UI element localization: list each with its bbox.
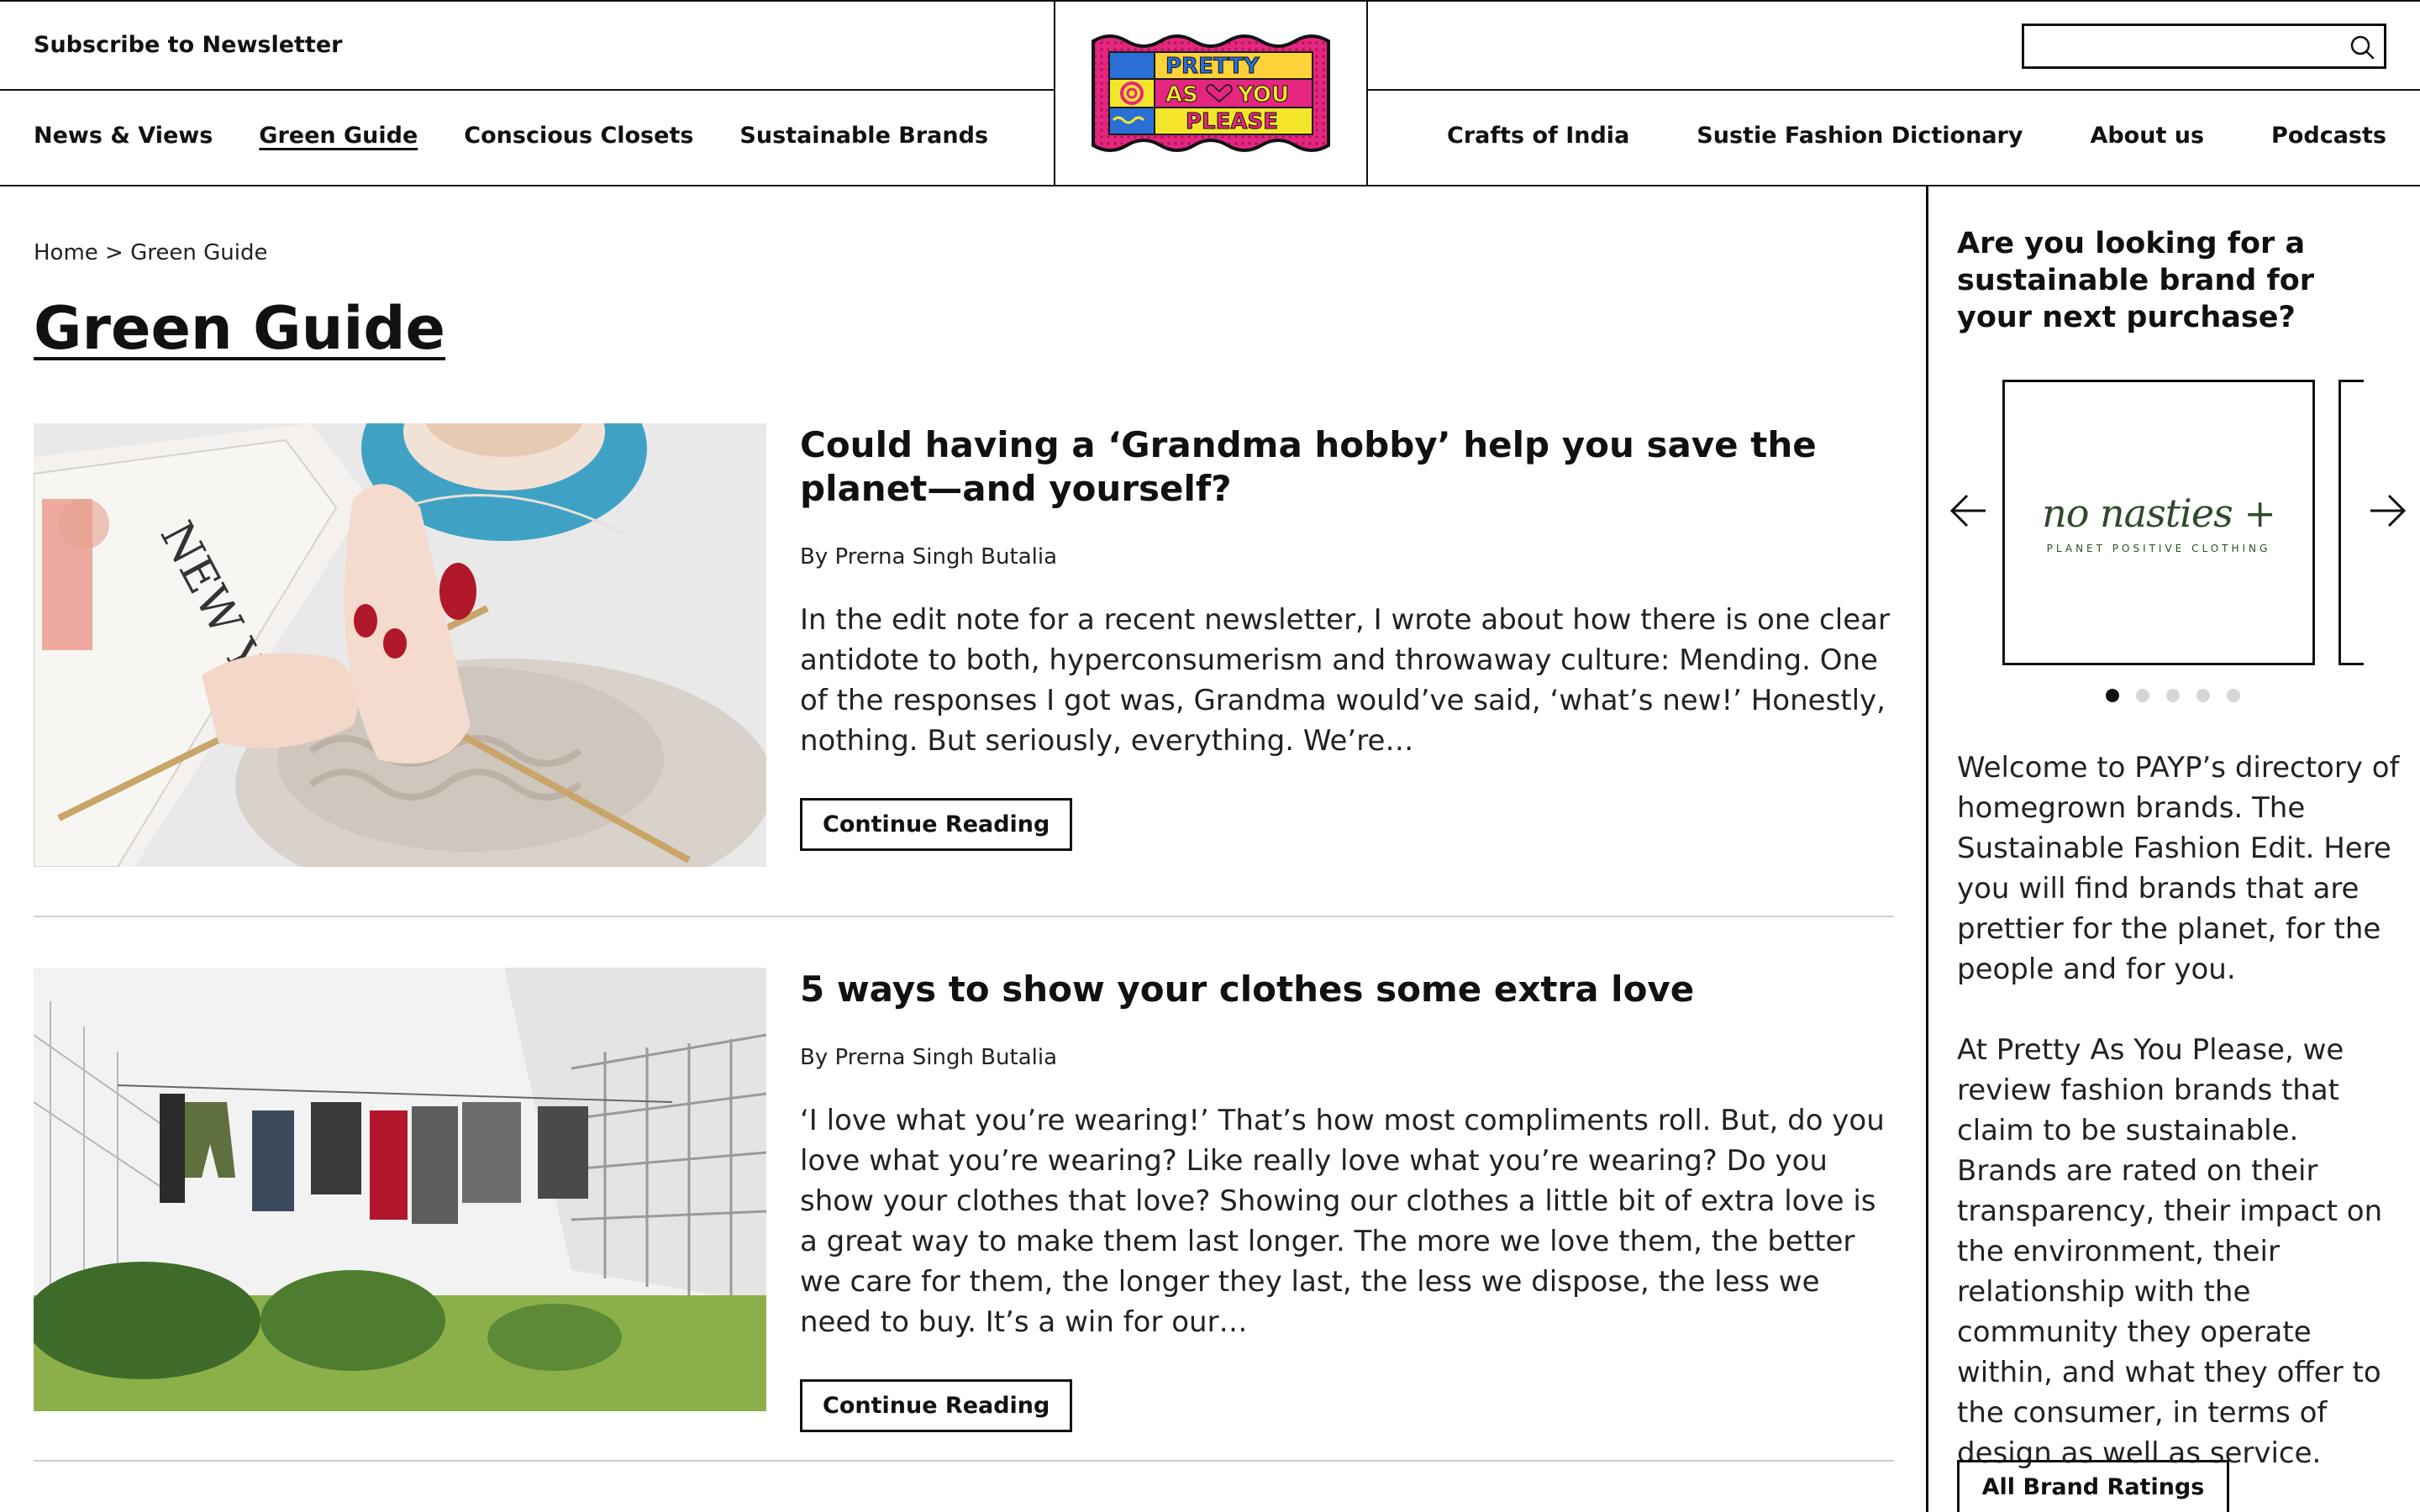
article-card [34,423,1894,867]
arrow-right-icon[interactable] [2365,489,2409,533]
carousel-dot-3[interactable] [2166,689,2180,702]
search-icon[interactable] [2349,34,2375,60]
nav-item-news-views[interactable]: News & Views [34,123,213,149]
svg-text:PLEASE: PLEASE [1186,109,1278,134]
article-excerpt: In the edit note for a recent newsletter, I wrote about how there is one clear antidote to both, hyperconsumerism and throwaway culture: Mending. One of the responses I got was, Grandma would’ve said, ‘what’s new!’ Honestly, nothing. But seriously, everything. We’re… [800,603,1890,758]
carousel-dot-4[interactable] [2196,689,2210,702]
article-title[interactable]: 5 ways to show your clothes some extra love [800,969,1695,1010]
brand-card-next-peek [2338,380,2364,665]
clothesline-image [34,968,766,1411]
sidebar-heading: Are you looking for a sustainable brand for your next purchase? [1957,227,2315,334]
arrow-left-icon[interactable] [1947,489,1991,533]
sidebar-ratings-text: At Pretty As You Please, we review fashion brands that claim to be sustainable. Brands are rated on their transparency, their impact on the environment, their relationship with the community they operate within, and what they offer to the consumer, in terms of design as well as service. [1957,1033,2383,1470]
nav-item-green-guide[interactable]: Green Guide [259,123,418,149]
nav-item-podcasts[interactable]: Podcasts [2271,123,2386,149]
carousel-dots [2106,689,2240,702]
article-excerpt: ‘I love what you’re wearing!’ That’s how most compliments roll. But, do you love what you’re wearing? Like really love what you’re wearing? Do you show your clothes that love? Showing our clothes a little bit of extra love is a great way to make them last longer. The more we love them, the better we care for them, the longer they last, the less we dispose, the less we need to buy. It’s a win for our… [800,1104,1885,1339]
article-author: By Prerna Singh Butalia [800,544,1058,570]
svg-text:PRETTY: PRETTY [1165,54,1260,79]
sidebar [1926,186,2420,1512]
article-content [800,968,1894,1432]
nav-item-conscious-closets[interactable]: Conscious Closets [464,123,694,149]
breadcrumb-separator: > [105,240,124,265]
article-divider [34,1460,1894,1462]
site-header [0,0,2420,186]
article-title[interactable]: Could having a ‘Grandma hobby’ help you save the planet—and yourself? [800,424,1817,509]
breadcrumb-home[interactable]: Home [34,240,98,265]
nav-item-sustainable-brands[interactable]: Sustainable Brands [739,123,989,149]
primary-nav-left [34,123,1034,149]
site-logo[interactable] [1054,0,1368,185]
brand-card[interactable] [2002,380,2315,665]
brand-logo-tagline: PLANET POSITIVE CLOTHING [2046,543,2271,554]
svg-text:AS: AS [1165,82,1198,108]
nav-item-sustie-fashion-dictionary[interactable]: Sustie Fashion Dictionary [1697,123,2023,149]
header-right [1368,0,2420,185]
continue-reading-button[interactable]: Continue Reading [800,1379,1072,1432]
header-nav-left [0,92,1054,186]
breadcrumb-current: Green Guide [130,240,268,265]
nav-item-about-us[interactable]: About us [2090,123,2205,149]
page-title: Green Guide [34,294,445,363]
header-top-right [1368,2,2420,91]
sidebar-intro-text: Welcome to PAYP’s directory of homegrown brands. The Sustainable Fashion Edit. Here you will find brands that are prettier for the planet, for the people and for you. [1957,751,2400,986]
search-box [2022,24,2386,69]
main-content [34,186,1894,1512]
search-input[interactable] [2033,31,2335,61]
article-card [34,968,1894,1419]
header-top-left [0,2,1054,91]
header-nav-right [1368,92,2420,186]
continue-reading-button[interactable]: Continue Reading [800,798,1072,851]
article-author: By Prerna Singh Butalia [800,1045,1058,1070]
nav-item-crafts-of-india[interactable]: Crafts of India [1447,123,1630,149]
brand-logo-name: no nasties + [2042,491,2275,536]
article-thumbnail-knitting[interactable] [34,423,766,867]
svg-text:NEW YORKER: NEW [150,512,253,643]
carousel-dot-1[interactable] [2106,689,2119,702]
subscribe-newsletter-link[interactable]: Subscribe to Newsletter [34,32,343,58]
primary-nav-right [1380,123,2386,149]
carousel-dot-2[interactable] [2136,689,2149,702]
breadcrumb [34,240,267,265]
article-divider [34,916,1894,917]
logo-graphic [1085,26,1337,160]
brand-carousel [1928,380,2420,665]
header-left [0,0,1054,185]
article-thumbnail-clothesline[interactable] [34,968,766,1411]
all-brand-ratings-button[interactable]: All Brand Ratings [1957,1460,2229,1512]
svg-text:YOU: YOU [1238,82,1290,108]
knitting-image [34,423,766,867]
carousel-dot-5[interactable] [2227,689,2240,702]
article-content [800,423,1894,851]
